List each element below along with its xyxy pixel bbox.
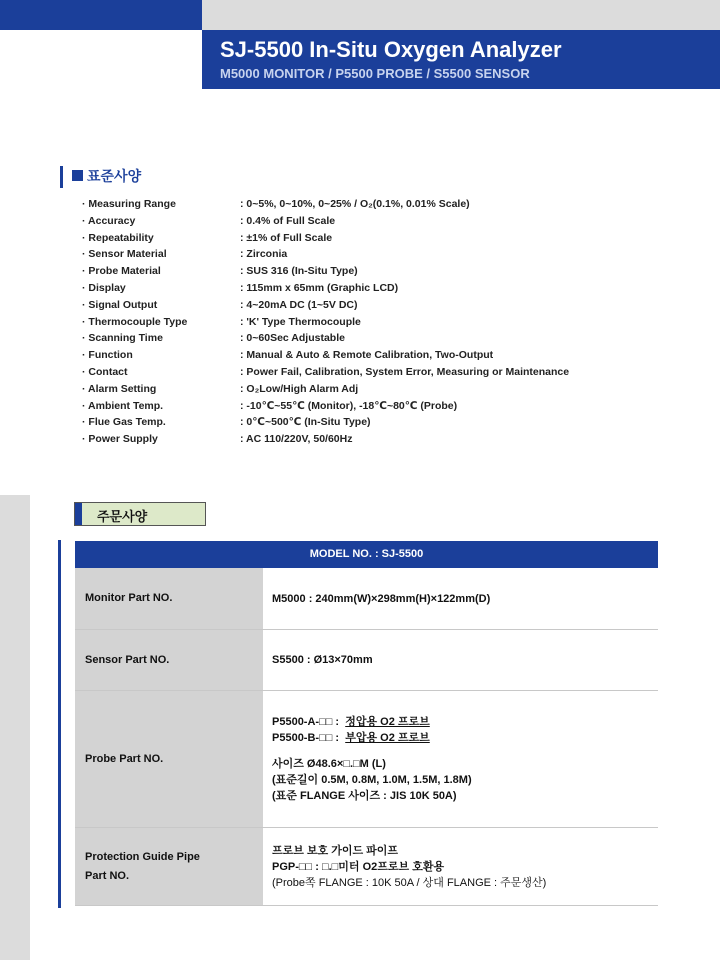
spec-value: : AC 110/220V, 50/60Hz <box>240 433 353 446</box>
spec-label: · Repeatability <box>82 231 154 244</box>
order-table <box>75 541 658 906</box>
pipe-label-line2: Part NO. <box>85 869 130 882</box>
spec-row <box>82 232 682 249</box>
spec-row <box>82 248 682 265</box>
sensor-label: Sensor Part NO. <box>75 630 263 690</box>
monitor-value: M5000 : 240mm(W)×298mm(H)×122mm(D) <box>272 592 491 605</box>
spec-row <box>82 215 682 232</box>
spec-value: : 0~5%, 0~10%, 0~25% / O₂(0.1%, 0.01% Scale) <box>240 198 470 210</box>
spec-label: · Alarm Setting <box>82 382 157 395</box>
heading-accent-line <box>60 166 63 188</box>
probe-label: Probe Part NO. <box>75 691 263 827</box>
sensor-value-cell <box>263 630 658 690</box>
spec-row <box>82 433 682 450</box>
pipe-label <box>75 828 263 905</box>
spec-value: : 4~20mA DC (1~5V DC) <box>240 298 358 311</box>
probe-code-a: P5500-A-□□ : <box>272 716 340 728</box>
probe-standard-length: (표준길이 0.5M, 0.8M, 1.0M, 1.5M, 1.8M) <box>272 774 472 786</box>
monitor-value-cell <box>263 568 658 629</box>
spec-value: : Manual & Auto & Remote Calibration, Two-Output <box>240 349 494 362</box>
spec-value: : Zirconia <box>240 248 288 261</box>
probe-code-b: P5500-B-□□ : <box>272 732 340 744</box>
spec-value: : Power Fail, Calibration, System Error, Measuring or Maintenance <box>240 365 570 378</box>
spec-value: : 0℃~500℃ (In-Situ Type) <box>240 416 371 429</box>
spec-value: : 0.4% of Full Scale <box>240 214 336 227</box>
spec-row <box>82 198 682 215</box>
spec-label: · Display <box>82 281 126 294</box>
top-banner-strip <box>0 0 720 30</box>
square-bullet-icon <box>72 170 83 181</box>
spec-row <box>82 416 682 433</box>
pipe-code: PGP-□□ : □.□미터 O2프로브 호환용 <box>272 860 445 873</box>
probe-desc-b: 부압용 O2 프로브 <box>345 732 430 744</box>
standard-spec-list <box>82 198 682 450</box>
probe-value-cell <box>263 691 658 827</box>
pipe-value-cell <box>263 828 658 905</box>
spec-value: : O₂Low/High Alarm Adj <box>240 382 359 395</box>
probe-desc-a: 정압용 O2 프로브 <box>345 716 430 728</box>
banner-grey-block <box>202 0 720 30</box>
order-spec-heading-text: 주문사양 <box>97 509 148 524</box>
spec-row <box>82 332 682 349</box>
spec-row <box>82 366 682 383</box>
probe-size: 사이즈 Ø48.6×□.□M (L) <box>272 758 386 770</box>
title-box <box>202 30 720 89</box>
model-header: MODEL NO. : SJ-5500 <box>75 541 658 568</box>
spec-label: · Scanning Time <box>82 332 163 345</box>
spec-label: · Sensor Material <box>82 248 167 261</box>
table-row-sensor <box>75 630 658 691</box>
probe-flange: (표준 FLANGE 사이즈 : JIS 10K 50A) <box>272 790 457 802</box>
spec-label: · Measuring Range <box>82 198 176 210</box>
spec-row <box>82 383 682 400</box>
pipe-flange-note: (Probe쪽 FLANGE : 10K 50A / 상대 FLANGE : 주문생산) <box>272 876 547 889</box>
pipe-title: 프로브 보호 가이드 파이프 <box>272 844 399 857</box>
spec-label: · Ambient Temp. <box>82 399 164 412</box>
spec-row <box>82 265 682 282</box>
pipe-label-line1: Protection Guide Pipe <box>85 850 200 863</box>
monitor-label: Monitor Part NO. <box>75 568 263 629</box>
spec-label: · Accuracy <box>82 214 136 227</box>
spec-value: : SUS 316 (In-Situ Type) <box>240 265 358 278</box>
page-subtitle: M5000 MONITOR / P5500 PROBE / S5500 SENSOR <box>220 66 530 81</box>
left-decor-bar <box>0 495 30 960</box>
spec-label: · Power Supply <box>82 433 158 446</box>
spec-row <box>82 316 682 333</box>
spec-row <box>82 400 682 417</box>
standard-spec-heading-text: 표준사양 <box>87 168 142 184</box>
spec-row <box>82 299 682 316</box>
table-row-probe <box>75 691 658 828</box>
spec-row <box>82 349 682 366</box>
table-row-monitor <box>75 568 658 630</box>
spec-label: · Signal Output <box>82 298 158 311</box>
spec-value: : ±1% of Full Scale <box>240 231 333 244</box>
spec-label: · Thermocouple Type <box>82 315 188 328</box>
order-accent-line <box>58 540 61 908</box>
spec-value: : 115mm x 65mm (Graphic LCD) <box>240 281 399 294</box>
spec-value: : 0~60Sec Adjustable <box>240 332 345 345</box>
order-spec-heading <box>74 502 206 526</box>
spec-label: · Contact <box>82 365 128 378</box>
page-title: SJ-5500 In-Situ Oxygen Analyzer <box>220 37 562 62</box>
banner-blue-block <box>0 0 202 30</box>
spacer <box>272 746 658 756</box>
spec-label: · Probe Material <box>82 265 161 278</box>
probe-option-a <box>272 714 658 730</box>
spec-value: : -10℃~55℃ (Monitor), -18℃~80℃ (Probe) <box>240 399 458 412</box>
table-row-pipe <box>75 828 658 906</box>
spec-value: : 'K' Type Thermocouple <box>240 315 361 328</box>
probe-option-b <box>272 730 658 746</box>
spec-label: · Flue Gas Temp. <box>82 416 166 429</box>
spec-row <box>82 282 682 299</box>
sensor-value: S5500 : Ø13×70mm <box>272 654 373 666</box>
heading-accent-bar <box>75 503 82 525</box>
spec-label: · Function <box>82 349 133 362</box>
